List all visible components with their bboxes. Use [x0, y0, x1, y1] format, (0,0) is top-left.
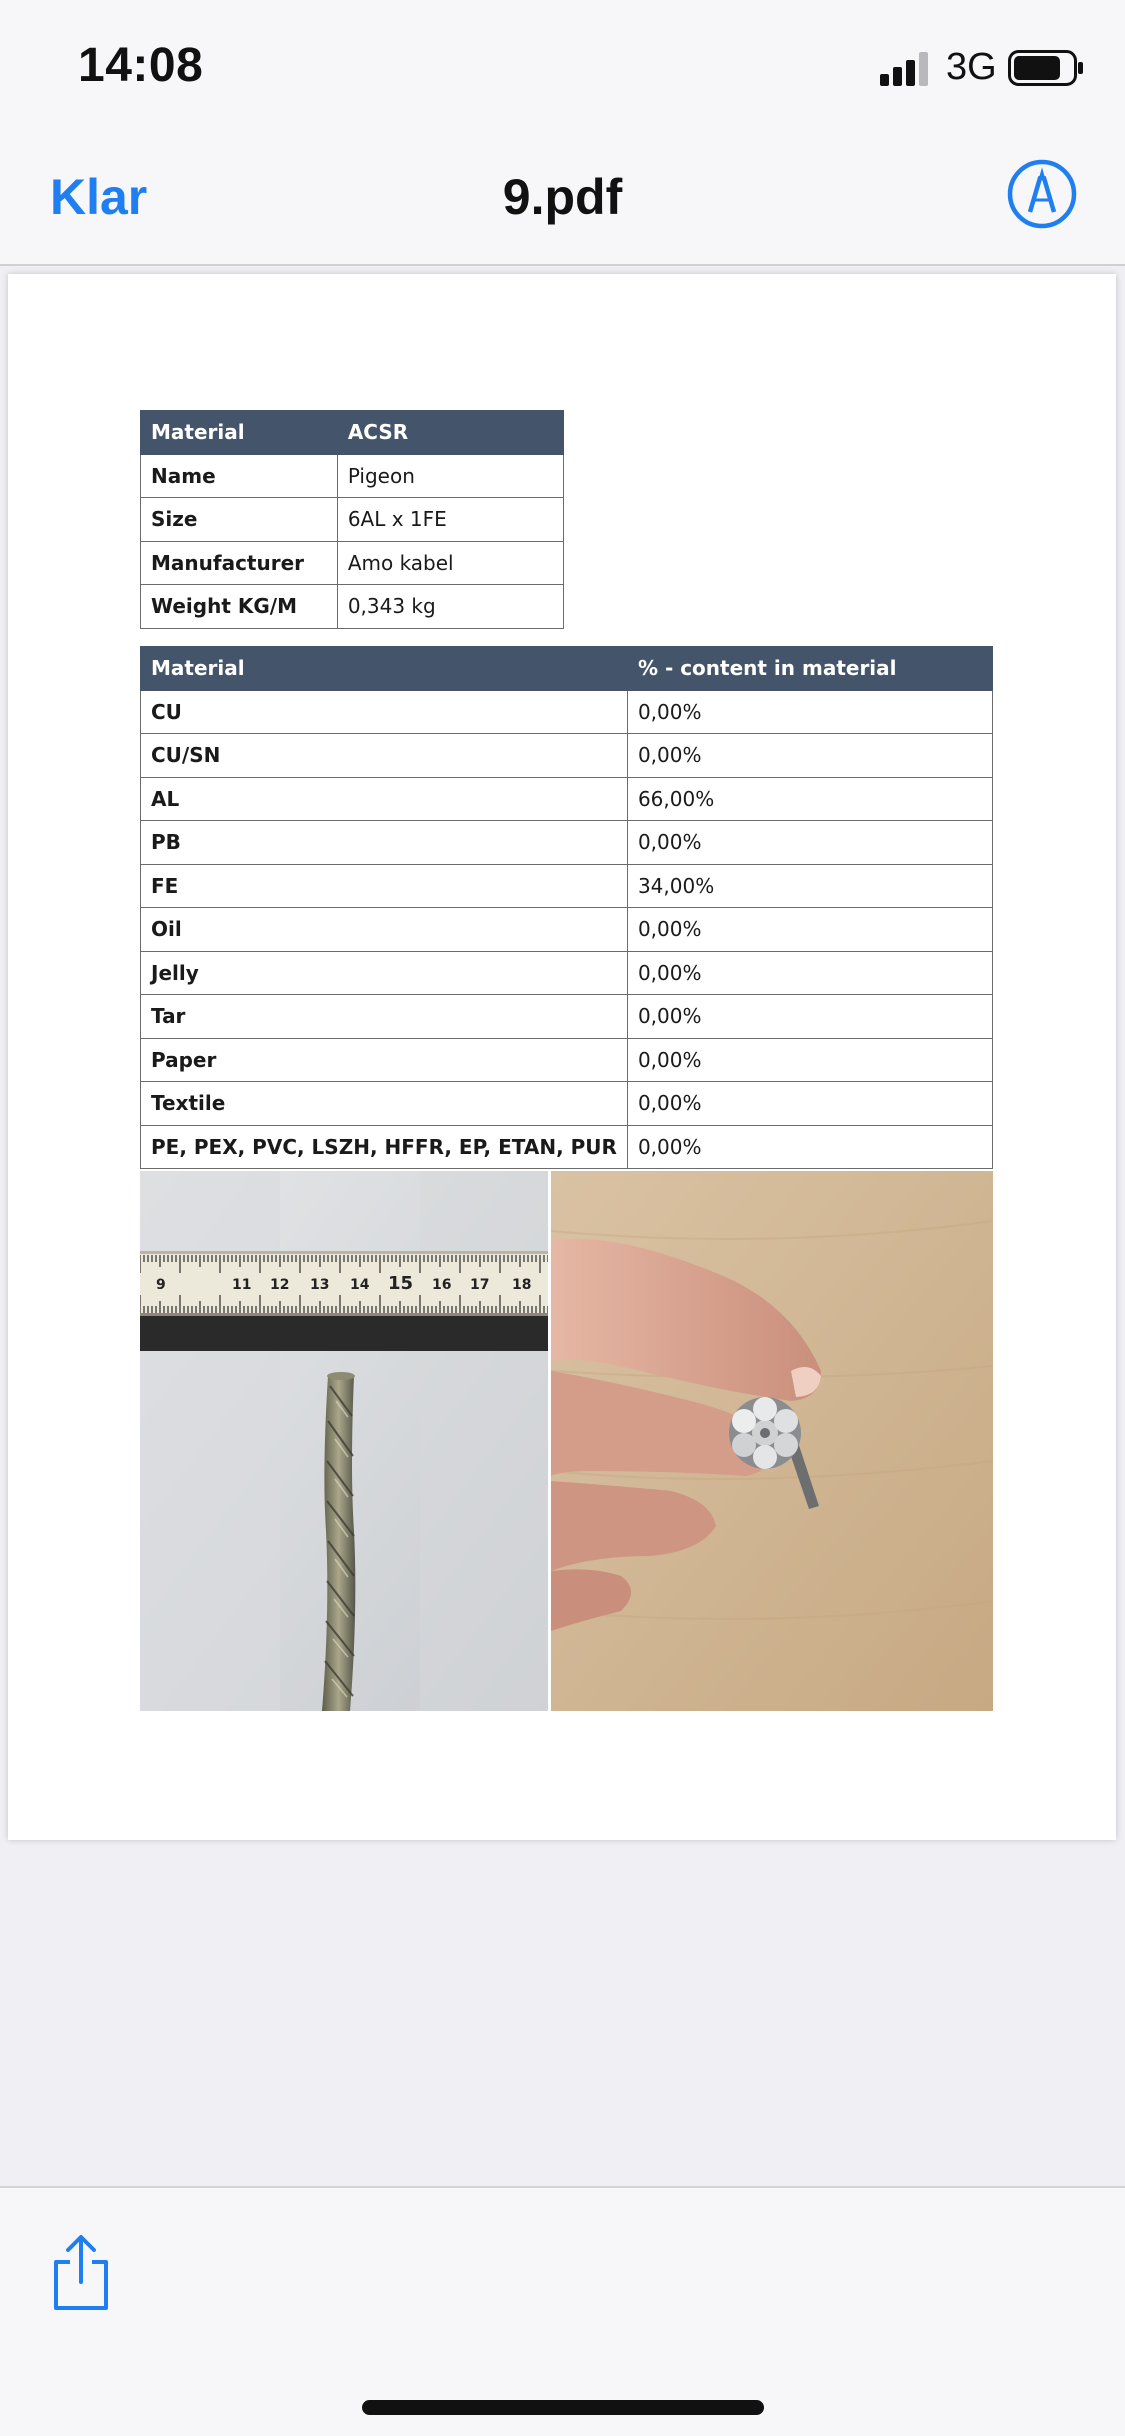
table-header-cell: % - content in material: [627, 647, 992, 691]
table-header-cell: Material: [141, 411, 338, 455]
table-header-cell: Material: [141, 647, 628, 691]
table-cell-key: Name: [141, 454, 338, 498]
table-cell-value: 0,00%: [627, 690, 992, 734]
table-row: [141, 498, 564, 542]
table-cell-value: 6AL x 1FE: [337, 498, 563, 542]
table-row: [141, 454, 564, 498]
table-cell-value: Amo kabel: [337, 541, 563, 585]
table-cell-value: 0,00%: [627, 821, 992, 865]
cable-ruler-photo: [140, 1171, 548, 1711]
table-cell-key: Weight KG/M: [141, 585, 338, 629]
table-cell-key: CU: [141, 690, 628, 734]
ruler-number: 11: [232, 1277, 252, 1293]
status-bar: [0, 0, 1125, 132]
table-cell-key: CU/SN: [141, 734, 628, 778]
ruler-number: 9: [156, 1277, 166, 1293]
ruler-number: 13: [310, 1277, 330, 1293]
table-cell-key: Paper: [141, 1038, 628, 1082]
table-cell-value: 0,00%: [627, 1125, 992, 1169]
table-cell-key: Oil: [141, 908, 628, 952]
ruler-number: 16: [432, 1277, 452, 1293]
table-row: [141, 734, 993, 778]
table-row: [141, 585, 564, 629]
table-row: [141, 908, 993, 952]
table-cell-key: Manufacturer: [141, 541, 338, 585]
ruler-number: 14: [350, 1277, 370, 1293]
table-cell-value: 0,00%: [627, 1082, 992, 1126]
table-cell-value: 66,00%: [627, 777, 992, 821]
table-cell-value: 0,00%: [627, 908, 992, 952]
status-time: 14:08: [78, 39, 204, 92]
home-indicator[interactable]: [362, 2400, 764, 2415]
table-cell-value: 0,00%: [627, 734, 992, 778]
table-row: [141, 1038, 993, 1082]
network-type-label: 3G: [946, 46, 997, 88]
table-row: [141, 821, 993, 865]
table-row: [141, 690, 993, 734]
pdf-page: [8, 274, 1116, 1840]
table-header-row: [141, 411, 564, 455]
spec-table: [140, 410, 564, 629]
table-cell-value: 0,343 kg: [337, 585, 563, 629]
markup-pen-icon[interactable]: [1006, 158, 1078, 230]
cable-strands: [729, 1397, 801, 1469]
table-cell-value: 0,00%: [627, 1038, 992, 1082]
ruler-number: 17: [470, 1277, 490, 1293]
ruler-number: 15: [388, 1273, 414, 1294]
table-cell-key: AL: [141, 777, 628, 821]
ruler-number: 12: [270, 1277, 290, 1293]
table-cell-key: Jelly: [141, 951, 628, 995]
done-button[interactable]: Klar: [50, 169, 148, 225]
battery-icon: [1008, 50, 1084, 86]
table-row: [141, 541, 564, 585]
table-cell-key: Size: [141, 498, 338, 542]
navigation-bar: [0, 132, 1125, 266]
table-row: [141, 1125, 993, 1169]
bottom-toolbar: [0, 2186, 1125, 2436]
cellular-signal-icon: [880, 52, 932, 86]
table-row: [141, 864, 993, 908]
table-cell-value: Pigeon: [337, 454, 563, 498]
table-cell-key: PE, PEX, PVC, LSZH, HFFR, EP, ETAN, PUR: [141, 1125, 628, 1169]
cable-cross-section-photo: [551, 1171, 993, 1711]
hand-holding-cable-illustration: [551, 1171, 993, 1711]
ruler-number: 18: [512, 1277, 532, 1293]
table-cell-key: Tar: [141, 995, 628, 1039]
table-row: [141, 1082, 993, 1126]
table-cell-value: 0,00%: [627, 995, 992, 1039]
pdf-viewer[interactable]: [0, 268, 1125, 2186]
table-row: [141, 951, 993, 995]
cable-ruler-illustration: [140, 1171, 548, 1711]
table-cell-key: Textile: [141, 1082, 628, 1126]
table-header-row: [141, 647, 993, 691]
table-row: [141, 777, 993, 821]
table-cell-value: 0,00%: [627, 951, 992, 995]
table-cell-key: PB: [141, 821, 628, 865]
composition-table: [140, 646, 993, 1169]
table-header-cell: ACSR: [337, 411, 563, 455]
table-row: [141, 995, 993, 1039]
document-title: 9.pdf: [502, 169, 623, 225]
table-cell-key: FE: [141, 864, 628, 908]
table-cell-value: 34,00%: [627, 864, 992, 908]
share-icon[interactable]: [50, 2232, 112, 2312]
